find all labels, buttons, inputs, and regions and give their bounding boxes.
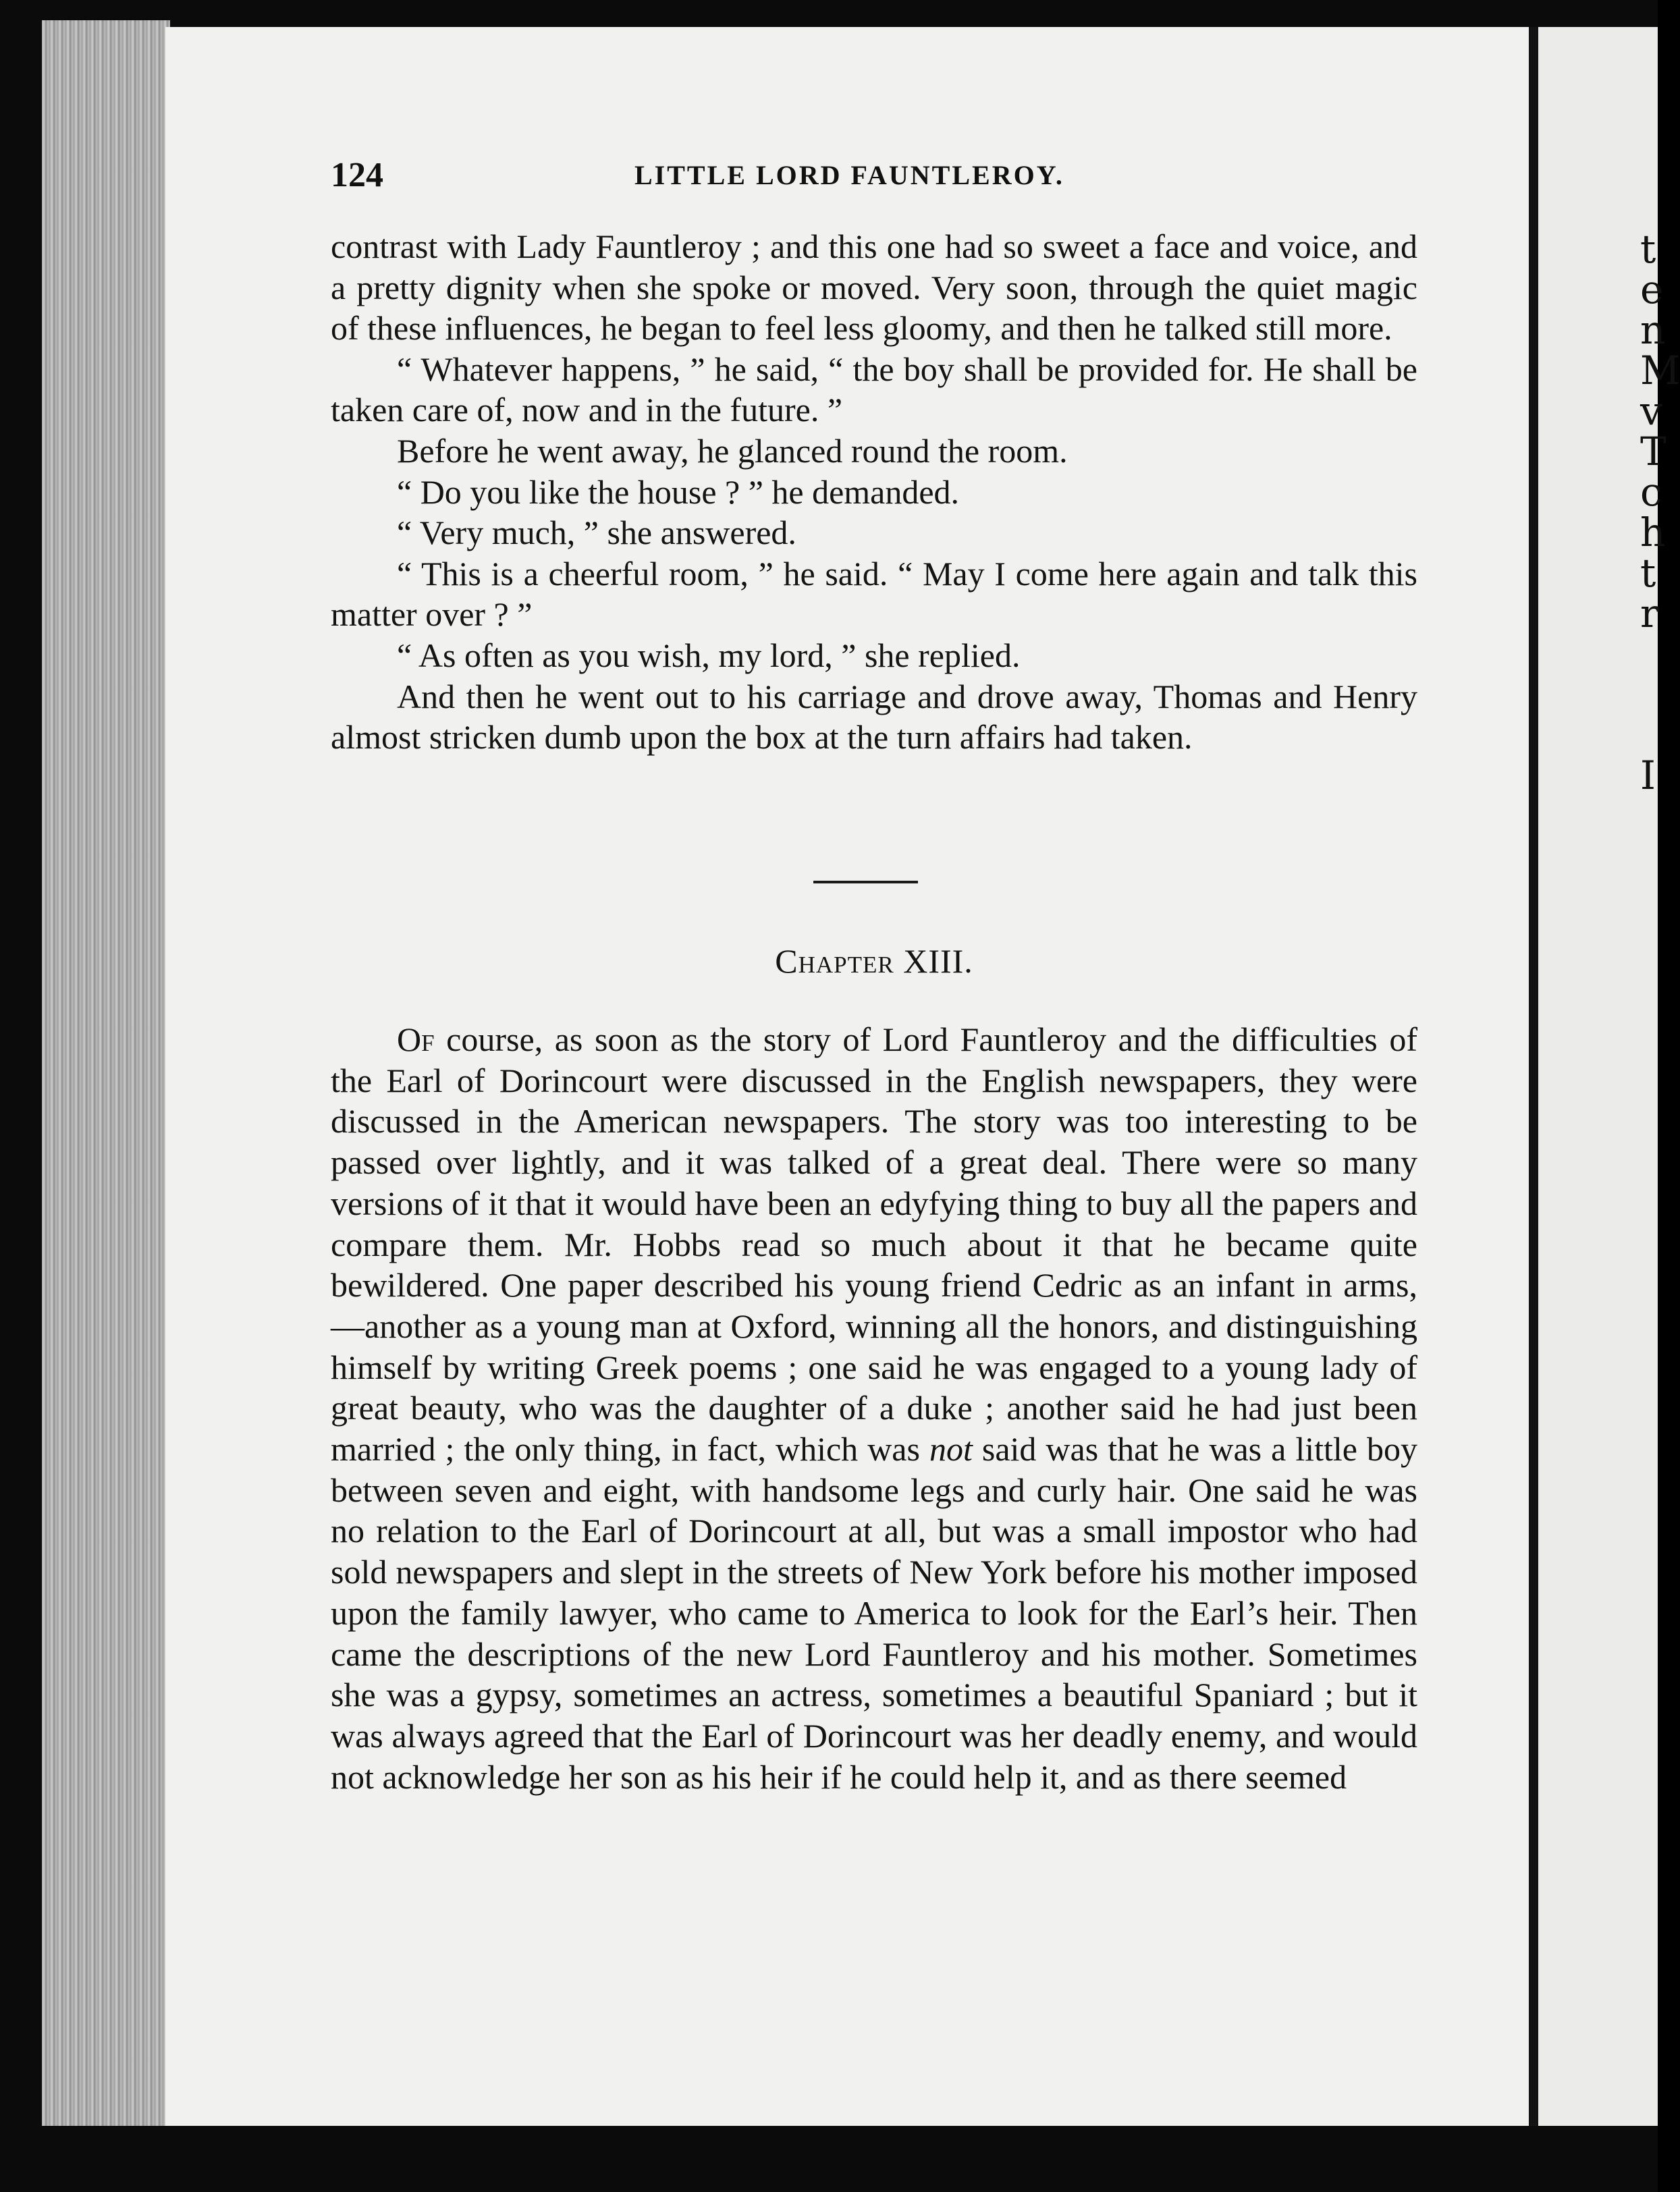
facing-letter: T — [1640, 429, 1667, 474]
text-section-1 — [331, 226, 1417, 758]
book-page-edge — [42, 20, 170, 2126]
paragraph: contrast with Lady Fauntleroy ; and this one had so sweet a face and voice, and a pretty dignity when she spoke or moved. Very soon, through the quiet magic of these influences, he began to feel less gloomy, and then he talked still more. — [331, 227, 1417, 348]
drop-cap: Of — [397, 1020, 435, 1058]
emphasis-text: not — [929, 1430, 973, 1469]
section-divider — [813, 881, 918, 883]
gutter-shadow — [1529, 27, 1538, 2126]
facing-letter: M — [1640, 348, 1680, 393]
page-number: 124 — [331, 156, 383, 194]
running-title: LITTLE LORD FAUNTLEROY. — [634, 160, 1064, 190]
facing-letter: r — [1640, 591, 1659, 636]
running-head — [331, 155, 1438, 196]
paragraph — [331, 1019, 1417, 1797]
chapter-heading: Chapter XIII. — [775, 942, 973, 980]
facing-letter: t — [1640, 226, 1656, 272]
paragraph: Before he went away, he glanced round the room. — [397, 431, 1068, 470]
paragraph: “ Very much, ” she answered. — [397, 514, 796, 552]
facing-letter: n — [1640, 307, 1666, 353]
paragraph: “ Whatever happens, ” he said, “ the boy shall be provided for. He shall be taken care of, now and in the future. ” — [331, 350, 1417, 429]
text-section-2 — [331, 1019, 1417, 1797]
facing-letter: c — [1640, 469, 1662, 515]
paragraph: And then he went out to his carriage and drove away, Thomas and Henry almost stricken dumb upon the box at the turn affairs had taken. — [331, 677, 1417, 757]
facing-letter: v — [1640, 388, 1662, 434]
facing-letter: e — [1640, 267, 1664, 312]
facing-letter: h — [1640, 510, 1666, 555]
paragraph-text: course, as soon as the story of Lord Fauntleroy and the difficulties of the Earl of Dorincourt were discussed in the English newspapers, they were discussed in the American newspapers. The story was too interesting to be passed over lightly, and it was talked of a great deal. There were so many versions of it that it would have been an edyfying thing to buy all the papers and compare them. Mr. Hobbs read so much about it that he became quite bewildered. One paper described his young friend Cedric as an infant in arms, —another as a young man at Oxford, winning all the honors, and distinguishing himself by writing Greek poems ; one said he was engaged to a young lady of great beauty, who was the daughter of a duke ; another said he had just been married ; the only thing, in fact, which was — [331, 1020, 1417, 1469]
facing-letter: t — [1640, 550, 1656, 596]
paragraph: “ Do you like the house ? ” he demanded. — [397, 472, 960, 511]
paragraph-text-end: said was that he was a little boy between seven and eight, with handsome legs and curly hair. One said he was no relation to the Earl of Dorincourt at all, but was a small impostor who had sold newspapers and slept in the streets of New York before his mother imposed upon the family lawyer, who came to America to look for the Earl’s heir. Then came the descriptions of the new Lord Fauntleroy and his mother. Sometimes she was a gypsy, sometimes an actress, sometimes a beautiful Spaniard ; but it was always agreed that the Earl of Dorincourt was her deadly enemy, and would not acknowledge her son as his heir if he could help it, and as there seemed — [331, 1430, 1418, 1796]
paragraph: “ This is a cheerful room, ” he said. “ May I come here again and talk this matter over ? ” — [331, 554, 1417, 634]
paragraph: “ As often as you wish, my lord, ” she replied. — [397, 636, 1021, 674]
facing-letter: I — [1640, 752, 1656, 798]
